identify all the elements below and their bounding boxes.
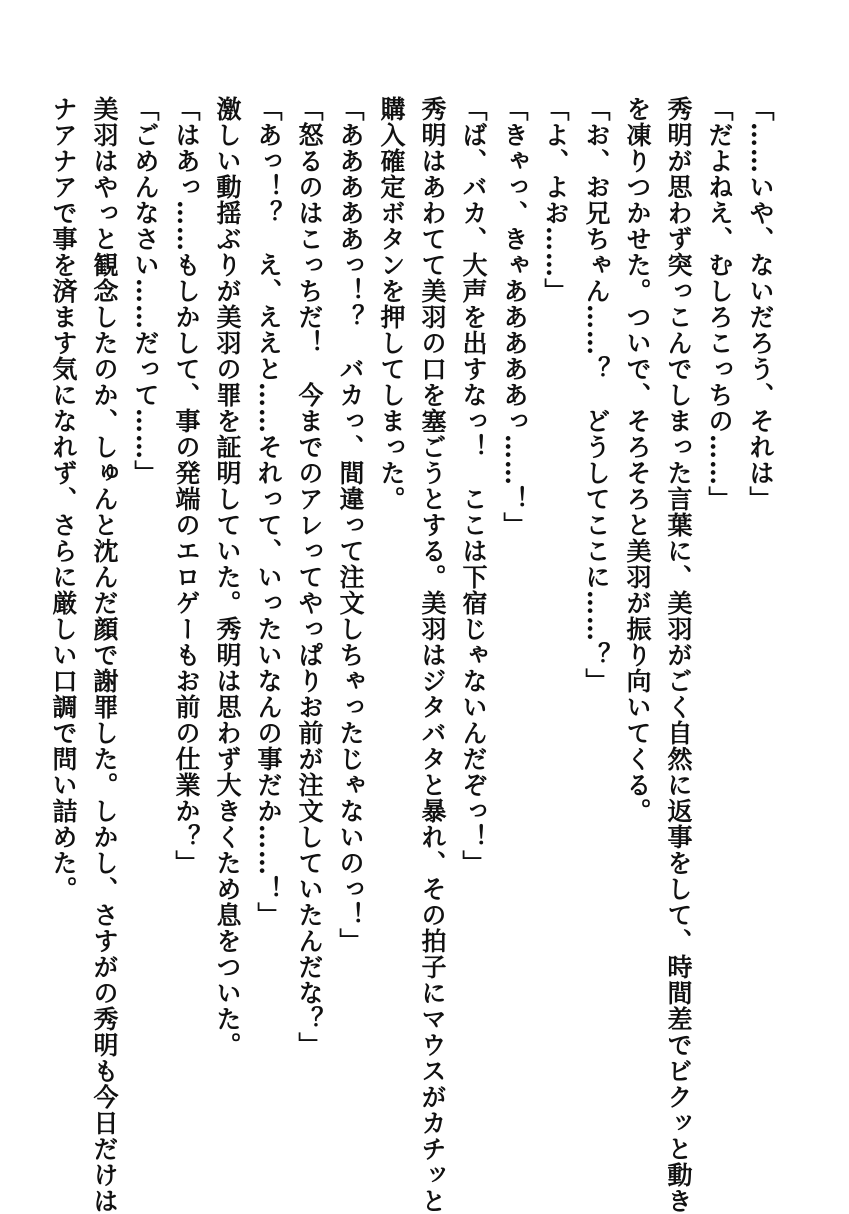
text-line: 購入確定ボタンを押してしまった。 xyxy=(377,96,406,512)
text-line: 「ごめんなさい……だって……」 xyxy=(131,96,160,486)
text-line: ナアナアで事を済ます気になれず、さらに厳しい口調で問い詰めた。 xyxy=(49,96,78,902)
vertical-text-body xyxy=(43,96,781,1214)
text-line: 秀明はあわてて美羽の口を塞ごうとする。美羽はジタバタと暴れ、その拍子にマウスがカチッと xyxy=(418,96,447,1214)
text-line: 「怒るのはこっちだ！ 今までのアレってやっぱりお前が注文していたんだな？」 xyxy=(295,96,324,1058)
text-line: 「お、お兄ちゃん……？ どうしてここに……？」 xyxy=(582,96,611,694)
text-line: 「だよねえ、むしろこっちの……」 xyxy=(705,96,734,512)
text-line: 秀明が思わず突っこんでしまった言葉に、美羽がごく自然に返事をして、時間差でビクッと動き xyxy=(664,96,693,1214)
text-line: 「はあっ……もしかして、事の発端のエロゲーもお前の仕業か？」 xyxy=(172,96,201,876)
text-line: 美羽はやっと観念したのか、しゅんと沈んだ顔で謝罪した。しかし、さすがの秀明も今日だけは xyxy=(90,96,119,1214)
text-line: 「よ、よお……」 xyxy=(541,96,570,304)
text-line: 「あああああっ！？ バカっ、間違って注文しちゃったじゃないのっ！」 xyxy=(336,96,365,954)
text-line: 「ば、バカ、大声を出すなっ！ ここは下宿じゃないんだぞっ！」 xyxy=(459,96,488,876)
text-line: 「きゃっ、きゃあああああっ……！」 xyxy=(500,96,529,538)
text-line: を凍りつかせた。ついで、そろそろと美羽が振り向いてくる。 xyxy=(623,96,652,824)
text-line: 激しい動揺ぶりが美羽の罪を証明していた。秀明は思わず大きくため息をついた。 xyxy=(213,96,242,1058)
text-line: 「あっ！？ え、ええと……それって、いったいなんの事だか……！」 xyxy=(254,96,283,928)
text-line: 「……いや、ないだろう、それは」 xyxy=(746,96,775,512)
